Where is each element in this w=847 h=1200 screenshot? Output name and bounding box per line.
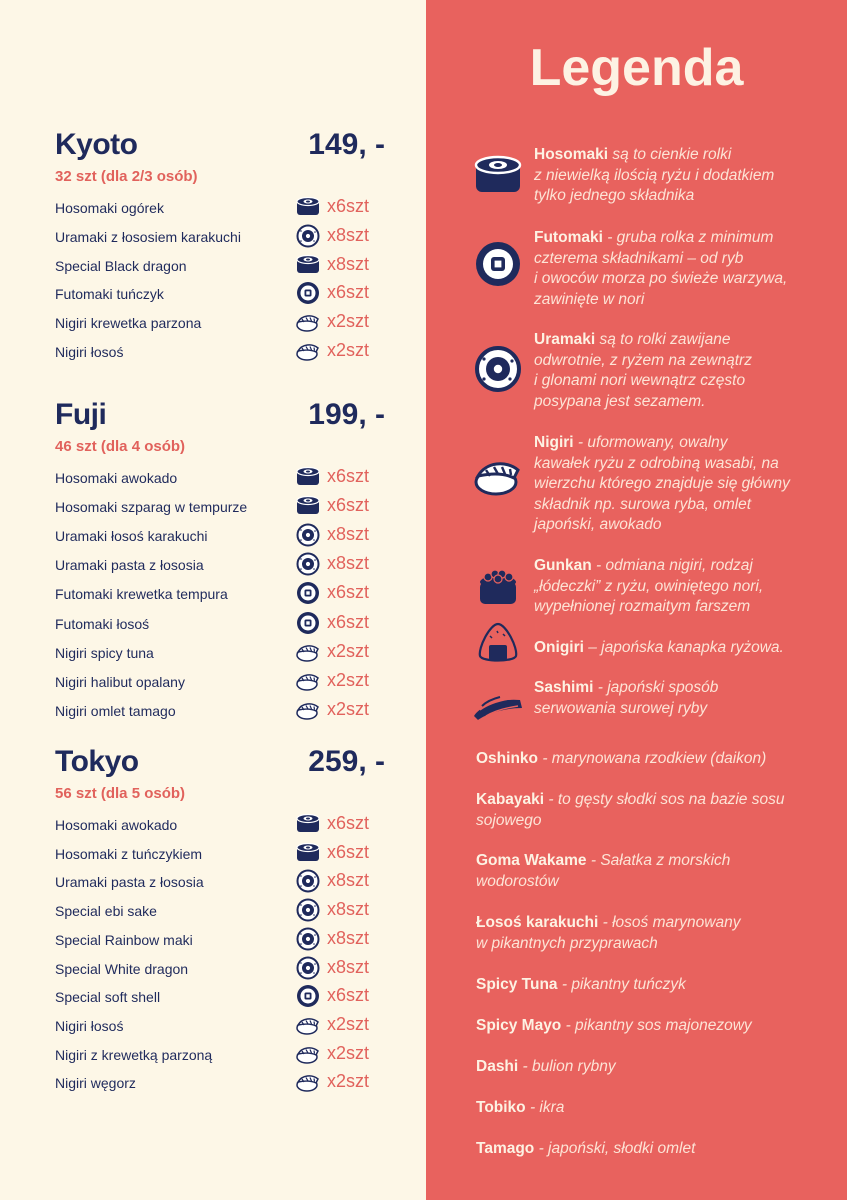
legend-text: i glonami nori wewnątrz często <box>534 372 746 390</box>
legend-entry <box>534 678 834 719</box>
legend-text: – japońska kanapka ryżowa. <box>583 639 784 656</box>
menu-item <box>55 984 385 1012</box>
menu-item <box>55 494 385 522</box>
item-name: Hosomaki z tuńczykiem <box>55 845 203 862</box>
hosomaki-icon <box>295 494 321 518</box>
legend-entry <box>534 556 834 618</box>
item-name: Hosomaki awokado <box>55 470 178 486</box>
legend-text: - japoński sposób <box>593 679 719 696</box>
menu-item <box>55 956 385 984</box>
legend-entry <box>534 228 834 310</box>
menu-item <box>55 523 385 551</box>
hosomaki-icon <box>295 812 321 836</box>
item-name: Hosomaki szparag w tempurze <box>55 499 248 516</box>
glossary-entry <box>476 851 816 892</box>
legend-term: Gunkan <box>534 557 592 574</box>
item-name: Nigiri łosoś <box>55 1017 124 1034</box>
menu-item <box>55 552 385 580</box>
item-name: Nigiri z krewetką parzoną <box>55 1046 213 1063</box>
hosomaki-icon <box>295 841 321 865</box>
item-name: Special Black dragon <box>55 257 187 274</box>
legend-entry <box>534 433 834 536</box>
item-name: Nigiri spicy tuna <box>55 644 154 661</box>
nigiri-icon <box>295 1042 321 1066</box>
legend-text: „łódeczki” z ryżu, owiniętego nori, <box>534 577 764 595</box>
item-quantity: x2szt <box>327 640 370 661</box>
set-name: Fuji <box>55 398 107 431</box>
item-name: Special soft shell <box>55 989 161 1006</box>
item-name: Nigiri krewetka parzona <box>55 315 202 332</box>
glossary-text: - ikra <box>525 1099 565 1116</box>
menu-item <box>55 253 385 281</box>
set-price: 149, - <box>308 128 385 161</box>
menu-item <box>55 465 385 493</box>
glossary-term: Goma Wakame <box>476 852 587 869</box>
futomaki-icon <box>295 581 321 605</box>
futomaki-icon <box>295 611 321 635</box>
glossary-entry <box>476 1057 816 1078</box>
legend-text: tylko jednego składnika <box>534 187 695 205</box>
hosomaki-icon <box>470 152 526 200</box>
item-name: Special ebi sake <box>55 903 157 920</box>
menu-item <box>55 669 385 697</box>
legend-text: serwowania surowej ryby <box>534 699 708 717</box>
menu-item <box>55 281 385 309</box>
legend-term: Nigiri <box>534 434 574 451</box>
item-name: Nigiri łosoś <box>55 344 124 360</box>
nigiri-icon <box>295 339 321 363</box>
legend-title: Legenda <box>529 39 744 97</box>
hosomaki-icon <box>295 465 321 489</box>
item-quantity: x2szt <box>327 1071 370 1092</box>
menu-item <box>55 898 385 926</box>
set-price: 259, - <box>308 745 385 778</box>
glossary-entry <box>476 1016 816 1037</box>
glossary-text: - pikantny tuńczyk <box>557 976 686 993</box>
glossary-entry <box>476 975 816 996</box>
legend-text: - gruba rolka z minimum <box>602 229 774 246</box>
legend-text: japoński, awokado <box>534 516 662 534</box>
menu-item <box>55 581 385 609</box>
glossary-entry <box>476 749 816 770</box>
item-quantity: x8szt <box>327 870 370 891</box>
legend-column <box>426 0 847 1200</box>
set-subtitle: 32 szt (dla 2/3 osób) <box>55 168 198 185</box>
legend-text: - uformowany, owalny <box>573 434 728 451</box>
legend-text: są to rolki zawijane <box>595 331 731 348</box>
set-name: Tokyo <box>55 745 139 778</box>
menu-item <box>55 224 385 252</box>
menu-item <box>55 698 385 726</box>
legend-entry <box>534 638 834 659</box>
set-subtitle: 46 szt (dla 4 osób) <box>55 438 186 455</box>
glossary-text: - to gęsty słodki sos na bazie sosu <box>544 791 785 808</box>
item-name: Nigiri węgorz <box>55 1075 136 1092</box>
legend-text: zawinięte w nori <box>534 290 645 308</box>
item-quantity: x6szt <box>327 985 370 1006</box>
uramaki-icon <box>295 927 321 951</box>
item-quantity: x6szt <box>327 495 370 516</box>
set-subtitle: 56 szt (dla 5 osób) <box>55 785 186 802</box>
glossary-term: Kabayaki <box>476 791 545 808</box>
set-price: 199, - <box>308 398 385 431</box>
item-quantity: x2szt <box>327 1042 370 1063</box>
legend-term: Uramaki <box>534 331 596 348</box>
item-name: Uramaki z łososiem karakuchi <box>55 228 241 245</box>
legend-term: Futomaki <box>534 229 603 246</box>
glossary-term: Oshinko <box>476 750 539 767</box>
item-quantity: x6szt <box>327 582 370 603</box>
item-quantity: x6szt <box>327 466 370 486</box>
glossary-text: - pikantny sos majonezowy <box>561 1017 752 1034</box>
glossary-term: Dashi <box>476 1058 519 1075</box>
menu-item <box>55 927 385 955</box>
hosomaki-icon <box>295 253 321 277</box>
item-quantity: x8szt <box>327 553 370 574</box>
glossary-text: - łosoś marynowany <box>598 914 741 931</box>
uramaki-icon <box>295 869 321 893</box>
item-quantity: x2szt <box>327 669 370 690</box>
legend-text: składnik np. surowa ryba, omlet <box>534 495 752 513</box>
glossary-term: Tobiko <box>476 1099 526 1116</box>
item-quantity: x6szt <box>327 196 370 216</box>
glossary-text: - Sałatka z morskich <box>586 852 731 869</box>
legend-text: kawałek ryżu z odrobiną wasabi, na <box>534 454 779 472</box>
glossary-text: wodorostów <box>476 872 559 890</box>
item-quantity: x2szt <box>327 340 370 360</box>
uramaki-icon <box>295 898 321 922</box>
item-quantity: x8szt <box>327 224 370 245</box>
nigiri-icon <box>295 1013 321 1037</box>
futomaki-icon <box>295 281 321 305</box>
item-quantity: x8szt <box>327 253 370 274</box>
nigiri-icon <box>295 310 321 334</box>
glossary-text: sojowego <box>476 811 542 829</box>
item-quantity: x6szt <box>327 611 370 632</box>
menu-item <box>55 310 385 338</box>
glossary-term: Tamago <box>476 1140 535 1157</box>
item-name: Hosomaki awokado <box>55 817 178 833</box>
legend-text: są to cienkie rolki <box>608 146 732 163</box>
item-quantity: x2szt <box>327 311 370 332</box>
item-name: Uramaki pasta z łososia <box>55 874 204 891</box>
legend-term: Sashimi <box>534 679 594 696</box>
glossary-text: - japoński, słodki omlet <box>534 1140 696 1157</box>
legend-text: odwrotnie, z ryżem na zewnątrz <box>534 351 752 369</box>
item-name: Futomaki łosoś <box>55 615 150 632</box>
set-name: Kyoto <box>55 128 138 161</box>
sashimi-icon <box>470 680 526 728</box>
item-quantity: x8szt <box>327 927 370 948</box>
item-name: Special Rainbow maki <box>55 931 193 948</box>
item-name: Uramaki pasta z łososia <box>55 557 204 574</box>
item-name: Hosomaki ogórek <box>55 200 164 216</box>
glossary-term: Łosoś karakuchi <box>476 914 599 931</box>
menu-item <box>55 339 385 367</box>
item-quantity: x6szt <box>327 841 370 862</box>
uramaki-icon <box>295 552 321 576</box>
item-name: Nigiri omlet tamago <box>55 702 176 719</box>
legend-text: czterema składnikami – od ryb <box>534 249 744 267</box>
item-quantity: x6szt <box>327 282 370 303</box>
legend-text: i owoców morza po świeże warzywa, <box>534 270 788 288</box>
menu-item <box>55 812 385 840</box>
uramaki-icon <box>295 523 321 547</box>
legend-text: posypana jest sezamem. <box>534 392 706 410</box>
glossary-entry <box>476 1098 816 1119</box>
menu-item <box>55 1070 385 1098</box>
item-quantity: x2szt <box>327 1013 370 1034</box>
menu-item <box>55 841 385 869</box>
legend-text: wierzchu którego znajduje się główny <box>534 475 790 493</box>
item-name: Futomaki tuńczyk <box>55 286 164 303</box>
item-name: Special White dragon <box>55 960 189 977</box>
uramaki-icon <box>295 956 321 980</box>
menu-item <box>55 1042 385 1070</box>
hosomaki-icon <box>295 195 321 219</box>
menu-item <box>55 640 385 668</box>
futomaki-icon <box>295 984 321 1008</box>
nigiri-icon <box>470 452 526 500</box>
glossary-entry <box>476 1139 816 1160</box>
glossary-entry <box>476 790 816 831</box>
item-name: Uramaki łosoś karakuchi <box>55 528 208 545</box>
legend-term: Onigiri <box>534 639 584 656</box>
item-quantity: x8szt <box>327 956 370 977</box>
glossary-text: w pikantnych przyprawach <box>476 934 658 952</box>
item-quantity: x6szt <box>327 813 370 833</box>
legend-term: Hosomaki <box>534 146 609 163</box>
gunkan-icon <box>470 562 526 610</box>
item-quantity: x8szt <box>327 524 370 545</box>
item-name: Futomaki krewetka tempura <box>55 586 228 603</box>
item-quantity: x8szt <box>327 899 370 920</box>
nigiri-icon <box>295 669 321 693</box>
futomaki-icon <box>470 240 526 288</box>
legend-entry <box>534 145 834 207</box>
glossary-entry <box>476 913 816 954</box>
uramaki-icon <box>470 345 526 393</box>
item-name: Nigiri halibut opalany <box>55 673 185 690</box>
menu-item <box>55 869 385 897</box>
glossary-term: Spicy Mayo <box>476 1017 562 1034</box>
glossary-text: - bulion rybny <box>518 1058 616 1075</box>
menu-item <box>55 195 385 223</box>
legend-text: z niewielką ilością ryżu i dodatkiem <box>534 166 775 184</box>
nigiri-icon <box>295 1070 321 1094</box>
glossary-text: - marynowana rzodkiew (daikon) <box>538 750 767 767</box>
menu-item <box>55 1013 385 1041</box>
legend-text: wypełnionej rozmaitym farszem <box>534 598 751 616</box>
nigiri-icon <box>295 698 321 722</box>
item-quantity: x2szt <box>327 698 370 719</box>
legend-text: - odmiana nigiri, rodzaj <box>591 557 753 574</box>
glossary-term: Spicy Tuna <box>476 976 558 993</box>
legend-entry <box>534 330 834 412</box>
menu-item <box>55 611 385 639</box>
uramaki-icon <box>295 224 321 248</box>
nigiri-icon <box>295 640 321 664</box>
onigiri-icon <box>470 618 526 666</box>
